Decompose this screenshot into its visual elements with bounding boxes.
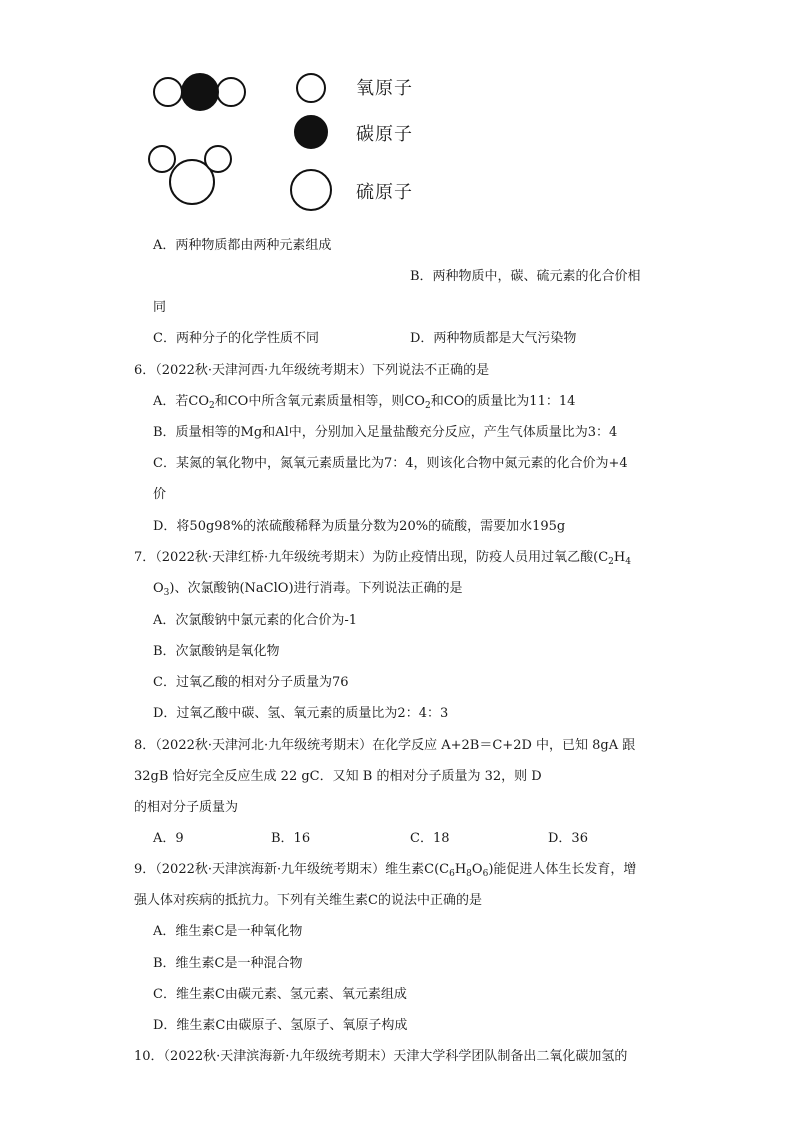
q8-option-b: B．16: [271, 831, 311, 846]
q9-option-b: B．维生素C是一种混合物: [153, 956, 303, 971]
legend-sulfur-label: 硫原子: [356, 182, 413, 203]
q6-option-c-cont: 价: [153, 487, 167, 502]
so2-molecule: [149, 146, 231, 204]
q8-option-c: C．18: [410, 831, 450, 846]
q7-stem-cont: $O_3$)、次氯酸钠(NaClO)进行消毒。下列说法正确的是: [153, 581, 463, 598]
oxygen-atom-icon: [297, 74, 325, 102]
q9-stem: 9．（2022秋·天津滨海新·九年级统考期末）维生素$C(C_6H_8O_6)$能促进人体生长发育，增: [134, 862, 637, 879]
q7-stem: 7．（2022秋·天津红桥·九年级统考期末）为防止疫情出现，防疫人员用过氧乙酸($C_2H_4$: [134, 550, 631, 567]
sulfur-atom-icon: [291, 170, 331, 210]
q7-option-b: B．次氯酸钠是氧化物: [153, 644, 280, 659]
q5-option-a: A．两种物质都由两种元素组成: [153, 238, 332, 253]
q5-option-b-cont: 同: [153, 300, 167, 315]
q9-option-c: C．维生素C由碳元素、氢元素、氧元素组成: [153, 987, 407, 1002]
q5-option-c: C．两种分子的化学性质不同: [153, 331, 319, 346]
q10-stem: 10．（2022秋·天津滨海新·九年级统考期末）天津大学科学团队制备出二氧化碳加氢的: [134, 1049, 628, 1064]
oxygen-atom: [217, 78, 245, 106]
carbon-atom-icon: [295, 116, 327, 148]
q6-option-c: C．某氮的氧化物中，氮氧元素质量比为7：4，则该化合物中氮元素的化合价为+4: [153, 456, 628, 471]
legend-carbon-label: 碳原子: [356, 124, 413, 145]
q6-option-a: A．若$CO_2$和CO中所含氧元素质量相等，则$CO_2$和CO的质量比为11：14: [153, 394, 576, 411]
q8-stem-cont: 32gB 恰好完全反应生成 22 gC．又知 B 的相对分子质量为 32，则 D: [134, 769, 542, 784]
carbon-atom: [182, 74, 218, 110]
q5-option-d: D．两种物质都是大气污染物: [410, 331, 577, 346]
q7-option-d: D．过氧乙酸中碳、氢、氧元素的质量比为2：4：3: [153, 706, 449, 721]
q8-option-d: D．36: [548, 831, 588, 846]
q6-option-b: B．质量相等的Mg和Al中，分别加入足量盐酸充分反应，产生气体质量比为3：4: [153, 425, 618, 440]
q6-option-d: D．将50g98%的浓硫酸稀释为质量分数为20%的硫酸，需要加水195g: [153, 519, 566, 534]
q6-stem: 6．（2022秋·天津河西·九年级统考期末）下列说法不正确的是: [134, 363, 490, 378]
q8-stem-cont2: 的相对分子质量为: [134, 800, 239, 815]
q7-option-a: A．次氯酸钠中氯元素的化合价为-1: [153, 613, 358, 628]
oxygen-atom: [149, 146, 175, 172]
oxygen-atom: [154, 78, 182, 106]
q5-option-b: B．两种物质中，碳、硫元素的化合价相: [410, 269, 641, 284]
q9-stem-cont: 强人体对疾病的抵抗力。下列有关维生素C的说法中正确的是: [134, 893, 482, 908]
q7-option-c: C．过氧乙酸的相对分子质量为76: [153, 675, 349, 690]
q8-option-a: A．9: [153, 831, 184, 846]
q8-stem: 8．（2022秋·天津河北·九年级统考期末）在化学反应 A+2B＝C+2D 中，已知 8gA 跟: [134, 738, 636, 753]
oxygen-atom: [205, 146, 231, 172]
q9-option-d: D．维生素C由碳原子、氢原子、氧原子构成: [153, 1018, 408, 1033]
legend-oxygen-label: 氧原子: [356, 78, 413, 99]
co2-molecule: [154, 74, 245, 110]
q9-option-a: A．维生素C是一种氧化物: [153, 924, 303, 939]
